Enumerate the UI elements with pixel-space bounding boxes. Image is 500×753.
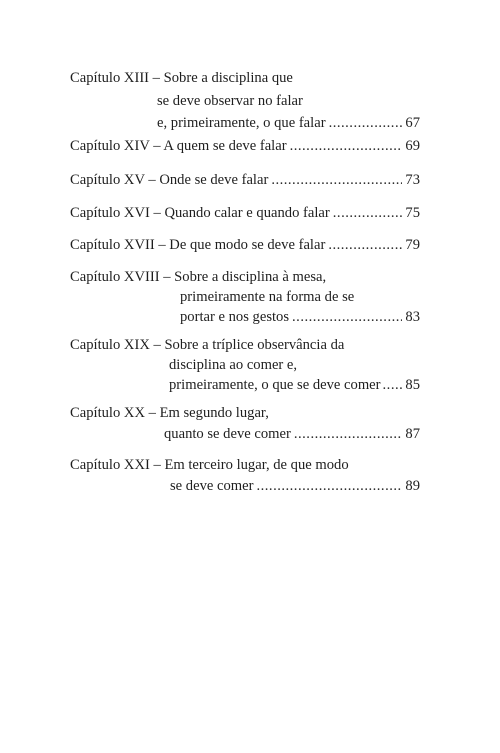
dot-leader xyxy=(333,203,403,223)
dot-leader xyxy=(256,476,402,496)
dot-leader xyxy=(292,307,402,327)
toc-page-number: 89 xyxy=(405,478,420,494)
toc-page-number: 85 xyxy=(405,377,420,393)
toc-entry-title-continued: se deve observar no falar xyxy=(157,93,303,109)
toc-entry-title-continued: primeiramente, o que se deve comer xyxy=(169,377,381,393)
toc-entry-title: Capítulo XXI – Em terceiro lugar, de que modo xyxy=(70,457,349,473)
toc-page-number: 75 xyxy=(405,205,420,221)
toc-page-number: 79 xyxy=(405,237,420,253)
dot-leader xyxy=(328,235,402,255)
toc-page-number: 87 xyxy=(405,426,420,442)
dot-leader xyxy=(271,170,402,190)
toc-entry-title: Capítulo XIII – Sobre a disciplina que xyxy=(70,70,293,86)
toc-entry-title-continued: portar e nos gestos xyxy=(180,309,290,325)
dot-leader xyxy=(329,113,403,133)
toc-entry-title-continued: e, primeiramente, o que falar xyxy=(157,115,326,131)
toc-entry-title: Capítulo XV – Onde se deve falar xyxy=(70,172,269,188)
dot-leader xyxy=(290,136,403,156)
toc-page-number: 67 xyxy=(405,115,420,131)
toc-page-number: 69 xyxy=(405,138,420,154)
toc-entry-title: Capítulo XIX – Sobre a tríplice observância da xyxy=(70,337,345,353)
toc-entry-title-continued: quanto se deve comer xyxy=(164,426,291,442)
toc-entry-title: Capítulo XVII – De que modo se deve falar xyxy=(70,237,326,253)
toc-page-number: 73 xyxy=(405,172,420,188)
toc-entry-title-continued: disciplina ao comer e, xyxy=(169,357,298,373)
toc-page-number: 83 xyxy=(405,309,420,325)
toc-entry-title: Capítulo XVI – Quando calar e quando falar xyxy=(70,205,330,221)
toc-entry-title-continued: primeiramente na forma de se xyxy=(180,289,355,305)
toc-entry-title: Capítulo XVIII – Sobre a disciplina à mesa, xyxy=(70,269,327,285)
toc-entry-title: Capítulo XX – Em segundo lugar, xyxy=(70,405,269,421)
dot-leader xyxy=(383,375,404,395)
toc-entry-title-continued: se deve comer xyxy=(170,478,254,494)
dot-leader xyxy=(294,424,403,444)
toc-entry-title: Capítulo XIV – A quem se deve falar xyxy=(70,138,287,154)
